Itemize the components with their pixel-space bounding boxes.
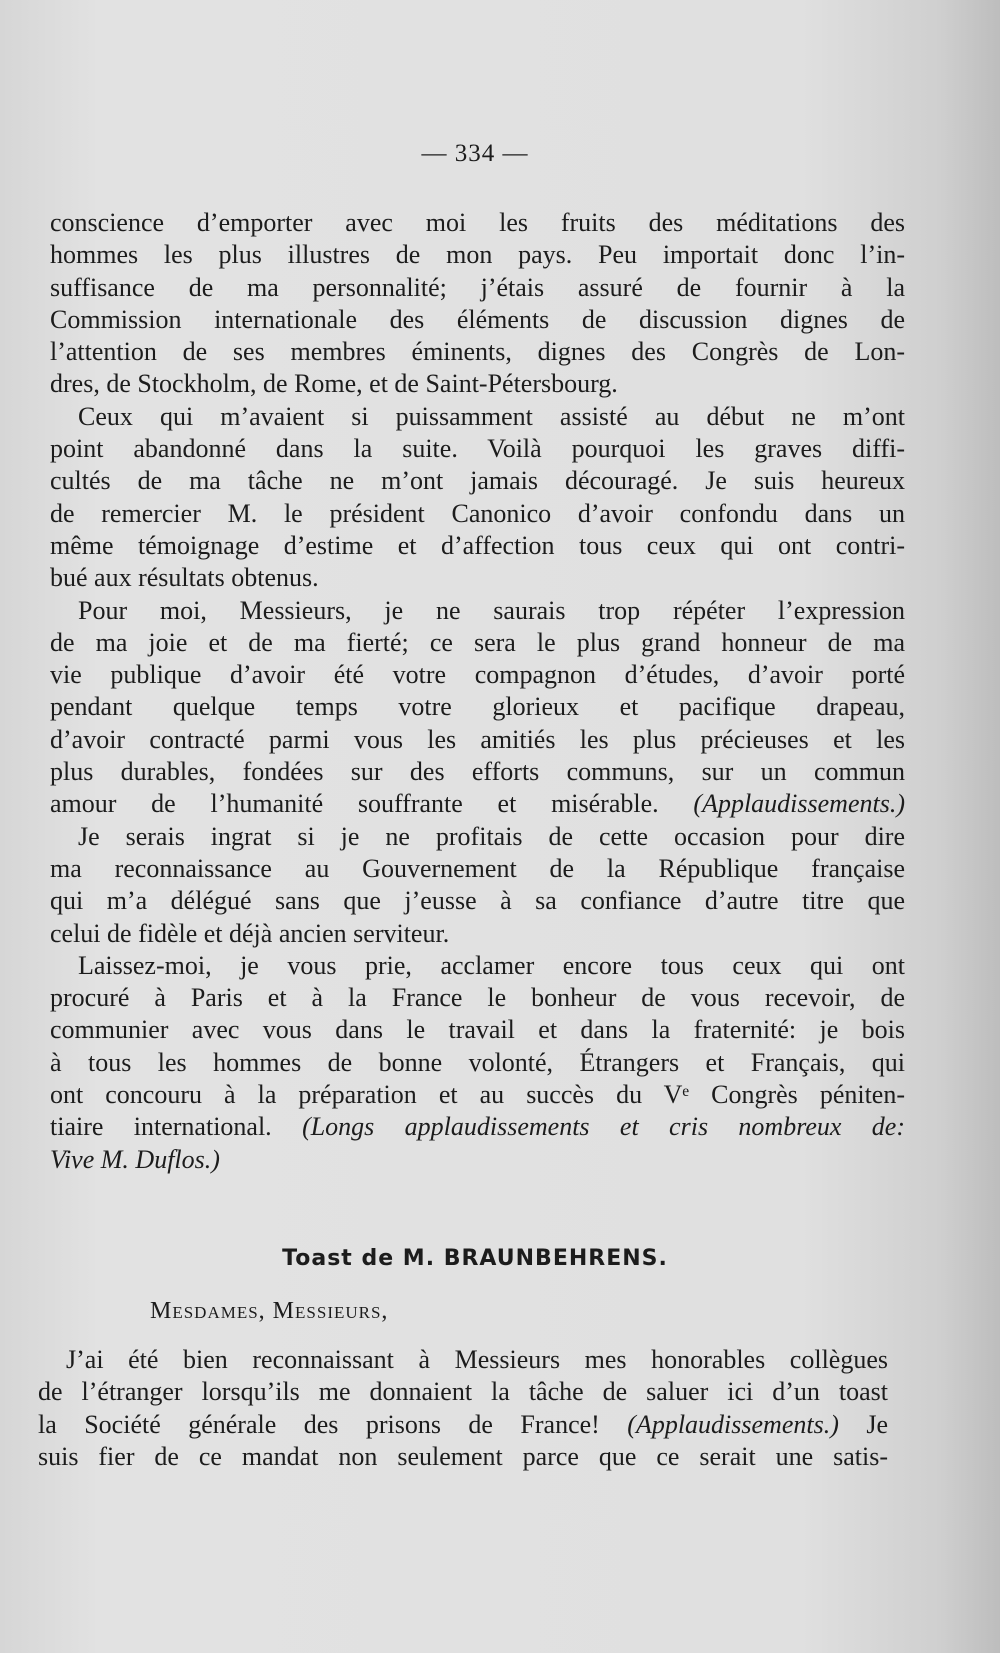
applause-note: (Applaudissements.)	[693, 789, 906, 819]
text-line: suis fier de ce mandat non seulement parce que ce serait une satis-	[38, 1441, 888, 1471]
text-line: suffisance de ma personnalité; j’étais assuré de fournir à la	[50, 272, 905, 302]
text-line: Commission internationale des éléments de discussion dignes de	[50, 304, 905, 334]
text-line: celui de fidèle et déjà ancien serviteur.	[50, 918, 450, 948]
applause-note-continued: Vive M. Duflos.)	[50, 1144, 220, 1174]
text-line: J’ai été bien reconnaissant à Messieurs mes honorables collègues	[66, 1345, 888, 1374]
text-line: ma reconnaissance au Gouvernement de la République française	[50, 853, 905, 883]
text-line: hommes les plus illustres de mon pays. Peu importait donc l’in-	[50, 240, 905, 270]
text-line-with-applause	[50, 1111, 905, 1143]
text-line: Laissez-moi, je vous prie, acclamer encore tous ceux qui ont	[78, 950, 905, 980]
text-line-with-applause	[38, 1409, 888, 1441]
text-line: cultés de ma tâche ne m’ont jamais découragé. Je suis heureux	[50, 466, 905, 496]
text-segment: amour de l’humanité souffrante et misérable.	[50, 789, 659, 819]
text-line: Je serais ingrat si je ne profitais de cette occasion pour dire	[78, 821, 905, 851]
text-line: même témoignage d’estime et d’affection tous ceux qui ont contri-	[50, 530, 905, 560]
text-line: dres, de Stockholm, de Rome, et de Saint-Pétersbourg.	[50, 369, 618, 399]
text-line: de l’étranger lorsqu’ils me donnaient la tâche de saluer ici d’un toast	[38, 1377, 888, 1407]
text-line: pendant quelque temps votre glorieux et pacifique drapeau,	[50, 692, 905, 722]
section-text	[38, 1344, 888, 1473]
text-line: qui m’a délégué sans que j’eusse à sa confiance d’autre titre que	[50, 886, 905, 916]
text-line-with-applause	[50, 788, 905, 820]
text-line: à tous les hommes de bonne volonté, Étrangers et Français, qui	[50, 1047, 905, 1077]
text-line: conscience d’emporter avec moi les fruits des méditations des	[50, 208, 905, 237]
text-line: Pour moi, Messieurs, je ne saurais trop répéter l’expression	[78, 595, 905, 625]
text-line: de remercier M. le président Canonico d’avoir confondu dans un	[50, 498, 905, 528]
section-heading: Toast de M. BRAUNBEHRENS.	[282, 1246, 668, 1271]
text-line: plus durables, fondées sur des efforts communs, sur un commun	[50, 757, 905, 787]
text-segment: la Société générale des prisons de France!	[38, 1409, 600, 1439]
text-line: procuré à Paris et à la France le bonheur de vous recevoir, de	[50, 983, 905, 1013]
text-line: bué aux résultats obtenus.	[50, 563, 319, 593]
applause-note: (Applaudissements.)	[627, 1409, 839, 1439]
main-text	[50, 207, 905, 1176]
salutation: Mesdames, Messieurs,	[150, 1298, 389, 1324]
text-line: vie publique d’avoir été votre compagnon d’études, d’avoir porté	[50, 660, 905, 690]
text-segment: tiaire international.	[50, 1112, 272, 1142]
text-line: l’attention de ses membres éminents, dignes des Congrès de Lon-	[50, 337, 905, 367]
text-line: communier avec vous dans le travail et dans la fraternité: je bois	[50, 1015, 905, 1045]
text-line: ont concouru à la préparation et au succès du Vᵉ Congrès péniten-	[50, 1080, 905, 1110]
text-line: Ceux qui m’avaient si puissamment assisté au début ne m’ont	[78, 401, 905, 431]
text-line: d’avoir contracté parmi vous les amitiés les plus précieuses et les	[50, 724, 905, 754]
text-line: de ma joie et de ma fierté; ce sera le plus grand honneur de ma	[50, 627, 905, 657]
applause-note: (Longs applaudissements et cris nombreux de:	[302, 1112, 906, 1142]
page-number: — 334 —	[421, 140, 529, 167]
text-segment: Je	[866, 1409, 889, 1439]
text-line: point abandonné dans la suite. Voilà pourquoi les graves diffi-	[50, 434, 905, 464]
